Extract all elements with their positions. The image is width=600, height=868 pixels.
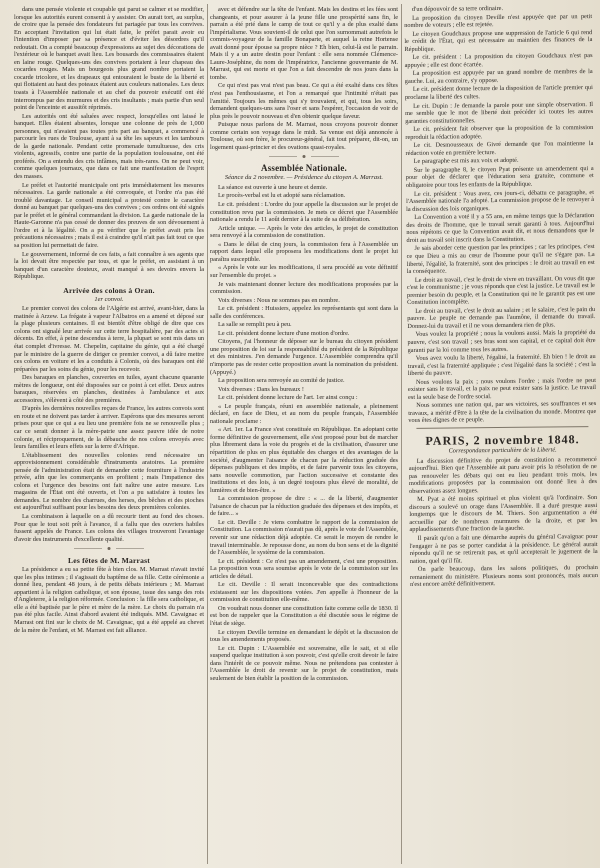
paragraph: Voix diverses : Nous ne sommes pas en nombre. <box>218 296 340 304</box>
paragraph: Le cit. président donne lecture de la disposition de l'article premier qui proclame la liberté des cultes. <box>404 84 593 102</box>
paragraph: On voudrait nous donner une constitution faite comme celle de 1830. Il est bon de rappeler que la Constitution a été discutée sous le régime de l'état de siège. <box>210 604 398 628</box>
ornament-divider-icon <box>74 546 144 551</box>
paragraph: Le cit. président : La proposition du citoyen Goudchaux n'est pas appuyée ; elle est donc écartée. <box>404 52 593 69</box>
paragraph: Puisque nous parlons de M. Marrast, nous croyons pouvoir donner comme certain son voyage dans le midi. Sa venue est déjà annoncée à Toulouse, où son frère, le procureur-général, fait tout préparer, dit-on, un logement quasi-princier et des ovations quasi-royales. <box>210 121 398 151</box>
paragraph: Le procès-verbal est lu et adopté sans réclamation. <box>218 192 346 200</box>
ornament-divider-icon <box>269 154 339 159</box>
paragraph: Le cit. président donne lecture de l'art. 1er ainsi conçu : <box>218 394 358 402</box>
paragraph: Le cit. président : Huissiers, appelez les représentants qui sont dans la salle des conférences. <box>210 305 398 320</box>
article-fetes-marrast <box>14 566 204 634</box>
paragraph: Le cit. président fait observer que la proposition de la commission reproduit la rédaction adoptée. <box>405 124 594 141</box>
paragraph: « Art. 1er. La France s'est constituée en République. En adoptant cette forme définitive de gouvernement, elle s'est proposé pour but de marcher plus librement dans la voie du progrès et de la civilisation, d'assurer une répartition de plus en plus équitable des charges et des avantages de la société, d'augmenter l'aisance de chacun par la réduction graduée des dépenses publiques et des impôts, et de faire parvenir tous les citoyens, sans nouvelle commotion, par l'action successive et constante des institutions et des lois, à un degré toujours plus élevé de moralité, de lumières et de bien-être. » <box>210 426 398 494</box>
paragraph: Article unique. — Après le vote des articles, le projet de constitution sera renvoyé à la commission de constitution. <box>210 224 398 240</box>
paragraph: Je sais aborder cette question par les principes ; car les principes, c'est ce que Dieu a mis au cœur de l'homme pour qu'il ne s'égare pas. La liberté, l'égalité, la fraternité, sont des principes : le droit au travail en est la conséquence. <box>406 243 595 276</box>
column-left <box>14 6 204 864</box>
paragraph: L'établissement des nouvelles colonies rend nécessaire un approvisionnement considérable d'instruments aratoires. La première pensée de l'administration était de demander cette fourniture à l'industrie privée, afin que les commerçants en profitent ; mais l'impatience des colons et l'urgence des besoins ont fait naître une autre mesure. Les magasins de l'État ont été ouverts, et l'on a pu satisfaire à toutes les demandes. Le nombre des charrues, des herses, des bêches et des pioches est aujourd'hui suffisant pour les besoins des deux premières colonies. <box>14 451 204 512</box>
paragraph: « Après le vote sur les modifications, il sera procédé au vote définitif sur l'ensemble du projet. » <box>210 264 398 279</box>
paragraph: La Convention a voté il y a 55 ans, en même temps que la Déclaration des droits de l'homme, que le travail serait garanti à tous. Aujourd'hui nous répétons ce que la Convention avait dit, et nous demandons que le droit au travail soit inscrit dans la Constitution. <box>406 212 595 244</box>
paragraph: D'après les dernières nouvelles reçues de France, les autres convois sont en route et ne doivent pas tarder à arriver. Espérons que des mesures seront prises pour que ce qui a eu lieu une première fois ne se renouvelle plus ; car ce serait donner à la mère-patrie une assez pauvre idée de notre colonie, et réciproquement, de la débauche de nos colons envoyés avec leurs familles et leurs effets sur la terre d'Afrique. <box>14 405 204 451</box>
article-paris-correspondence <box>409 456 598 589</box>
paragraph: Le cit. Deville : Je viens combattre le rapport de la commission de Constitution. La commission n'aurait pas dû, après le vote de l'Assemblée, revenir sur une rédaction déjà adoptée. Ce serait le moyen de rendre le travail interminable. Je repousse donc, au nom du bon sens et de la dignité de l'Assemblée, le système de la commission. <box>210 518 398 557</box>
paragraph: La proposition du citoyen Deville n'est appuyée que par un petit nombre de voteurs ; elle est rejetée. <box>404 12 593 30</box>
paragraph: Le cit. président : L'ordre du jour appelle la discussion sur le projet de constitution revu par la commission. Je mets ce décret que l'Assemblée nationale a rendu le 11 août dernier à la suite de sa délibération. <box>210 201 398 224</box>
article-colons-oran <box>14 305 204 543</box>
article-assemblee-continued <box>404 4 596 425</box>
paragraph: Des baraques en planches, couvertes en tuiles, ayant chacune quarante mètres de longueur, ont été disposées sur ce point à cet effet. Deux autres baraques, réservées en planches, destinées à l'ambulance et aux accessoires, s'élèvent à côté des premières. <box>14 374 204 404</box>
paragraph: La proposition est appuyée par un grand nombre de membres de la gauche. Lui, au contraire, s'y oppose. <box>404 68 593 85</box>
paragraph: Ce qui n'est pas vrai n'est pas beau. Ce qui a été exalté dans ces fêtes n'est pas l'enthousiasme, et l'on a remarqué que l'intimité n'était pas l'amitié. Toujours les mêmes qui s'y trouvaient, et qui, tous les soirs, demandent quelques-uns sans l'oser et sans l'espérer, l'occasion de voir de plus près le pouvoir nouveau et d'en obtenir quelque faveur. <box>210 82 398 120</box>
paragraph: Le droit au travail, c'est le droit de vivre en travaillant. On vous dit que c'est le communisme ; je vous réponds que c'est la justice. Le travail est le premier besoin du peuple, et la Constitution qui ne le garantit pas est une Constitution incomplète. <box>406 274 596 307</box>
section-heading: Assemblée Nationale. <box>261 163 347 174</box>
article-fetes-marrast-continued <box>210 6 398 151</box>
paragraph: Le cit. Dupin : L'Assemblée est souveraine, elle le sait, et si elle suspend quelque institution à son pouvoir, c'est qu'elle croit devoir le faire dans l'intérêt de ce pouvoir même. Nous ne prétendons pas contester à l'Assemblée le droit de revenir sur le projet de constitution, mais seulement de bien établir la position de la commission. <box>210 644 398 682</box>
paragraph: Le cit. Desmousseaux de Givré demande que l'on maintienne la rédaction votée en première lecture. <box>405 140 594 157</box>
paragraph: Le cit. Dupin : Je demande la parole pour une simple observation. Il me semble que le mot de liberté doit précéder ici toutes les autres garanties constitutionnelles. <box>405 100 594 125</box>
paragraph: La combinaison à laquelle on a dû recourir tient au fond des choses. Pour que le tout soit prêt à l'avance, il a fallu que des ouvriers habiles fussent appelés de France. Les colons des villages trouveront l'avantage d'avoir des instruments d'excellente qualité. <box>14 513 204 543</box>
correspondence-subheading: Correspondance particulière de la Liberté. <box>448 446 557 455</box>
section-heading: Arrivée des colons à Oran. <box>63 285 155 295</box>
paragraph: Citoyens, j'ai l'honneur de déposer sur le bureau du citoyen président une proposition de loi sur la responsabilité du président de la République et des ministres. J'en demande l'urgence. L'Assemblée comprendra qu'il n'importe pas de rester cette proposition avant la nomination du président. (Appuyé.) <box>210 338 398 376</box>
paragraph: Je vais maintenant donner lecture des modifications proposées par la commission. <box>210 280 398 296</box>
paragraph: La salle se remplit peu à peu. <box>218 321 292 329</box>
paragraph: Le cit. président donne lecture d'une motion d'ordre. <box>218 329 350 337</box>
paragraph: Le premier convoi des colons de l'Algérie est arrivé, avant-hier, dans la matinée à Arzew. La frégate à vapeur l'Albatros en a amené et déposé sur la plage plusieurs centaines. Il est bientôt d'être obligé de dire que ces colons ont signalé leur arrivée sur cette terre hospitalière, par des actes si décents. En effet, à peine descendus à terre, la plupart se sont mis dans un état complet d'ivresse. M. Chepelin, capitaine du génie, qui a été chargé par le ministre de la guerre de diriger ce premier convoi, a dû faire mettre ces colons en voiture et les a conduits à Colonis, où des baraques ont été préparées par les soins du génie, pour les recevoir. <box>14 305 204 373</box>
article-assemblee-nationale <box>210 184 398 682</box>
column-rule <box>207 4 208 864</box>
paragraph: Le paragraphe est mis aux voix et adopté. <box>413 157 519 166</box>
paragraph: Le cit. président : Ce n'est pas un amendement, c'est une proposition. La proposition vous sera soumise après le vote de la commission sur les articles de détail. <box>210 557 398 580</box>
paragraph: Sur le paragraphe 8, le citoyen Pyat présente un amendement qui a pour objet de déclarer que l'éducation sera gratuite, commune et obligatoire pour tous les enfants de la République. <box>405 164 594 190</box>
paragraph: Le citoyen Goudchaux propose une suppression de l'article 6 qui rend le crédit de l'État, qui est nécessaire au maintien des finances de la République. <box>404 28 593 53</box>
paragraph: Il paraît qu'on a fait une démarche auprès du général Cavaignac pour l'engager à ne pas se porter candidat à la présidence. Le général aurait répondu qu'il ne se retirerait pas, et qu'il accepterait le jugement de la nation, quel qu'il fût. <box>409 533 598 565</box>
section-heading: Les fêtes de M. Marrast <box>68 556 150 566</box>
paragraph: On parle beaucoup, dans les salons politiques, du prochain remaniement du ministère. Plusieurs noms sont prononcés, mais aucun n'est encore arrêté définitivement. <box>409 564 599 589</box>
paragraph: Le gouvernement, informé de ces faits, a fait connaître à ses agents que la loi devait être respectée par tous, et que le préfet, en assistant à un banquet d'un caractère douteux, avait manqué à ses devoirs envers la République. <box>14 250 204 281</box>
paragraph: Nous voulons la paix ; nous voulons l'ordre ; mais l'ordre ne peut exister sans le travail, et la paix ne peut exister sans la justice. Le travail est la seule base de l'ordre social. <box>407 376 597 401</box>
paragraph: Nous sommes une nation qui, par ses victoires, ses souffrances et ses travaux, a mérité d'être à la tête de la civilisation du monde. Montrez que vous êtes dignes de ce peuple. <box>408 400 597 425</box>
column-middle <box>210 6 398 864</box>
paragraph: Vous voulez la propriété ; nous la voulons aussi. Mais la propriété du pauvre, c'est son travail ; ses bras sont son capital, et ce capital doit être garanti par la loi comme tous les autres. <box>407 329 596 354</box>
paragraph: Voix diverses : Dans les bureaux ! <box>218 385 304 393</box>
paragraph: d'un dépouvoir de sa terre ordinaire. <box>411 4 504 13</box>
paragraph: La séance est ouverte à une heure et demie. <box>218 183 328 191</box>
paragraph: avec et défendre sur la tête de l'enfant. Mais les destins et les fées sont changeants, et pour assurer à la jeune fille une prospérité sans fin, le parrain a été prié dans le camp de tout ce qu'il y a de plus exalté dans l'impérialisme. Vous souvient-il de celui que l'on surnommait autrefois le commis-voyageur de la famille Bonaparte, et auquel la reine Hortense avait donné pour épouse sa propre nièce ? Eh bien, celui-là est le parrain. Mais il y a un autre destin pour l'enfant : elle sera nommée Clémence-Laure-Joséphine, du nom de l'impératrice, l'ancienne gouvernante de M. Marrast, qui est morte et que l'on a fait descendre de nos jours dans la tombe. <box>210 6 398 81</box>
paragraph: Les autorités ont été saluées avec respect, lorsqu'elles ont laissé le banquet. Elles étaient absentes, lorsque une colonne de près de 1,000 personnes, qui n'avaient pas toutes pris part au banquet, a commencé à parcourir les rues de Toulouse, ayant à sa tête les sapeurs et les tambours de la garde nationale. Pendant cette promenade tumultueuse, des cris violents, agressifs, contre une partie de la population toulousaine, ont été proférés. On a entendu des cris infâmes, mais très-rares. On ne peut voir, comme quelques journaux, que dans ce fait une manifestation de l'esprit des masses. <box>14 112 204 181</box>
paragraph: La discussion définitive du projet de constitution a recommencé aujourd'hui. Bien que l'Assemblée ait paru avoir pris la résolution de ne pas renouveler les débats qui ont eu lieu pendant trois mois, les modifications proposées par la commission ont donné lieu à des observations assez longues. <box>408 455 598 495</box>
column-rule <box>401 4 402 864</box>
section-subheading: 1er convoi. <box>94 295 124 303</box>
paragraph: La présidence a eu sa petite fête à bien clos. M. Marrast n'avait invité que les plus intimes ; il s'agissait du baptême de sa fille. Cette cérémonie a donné lieu, pendant 48 jours, à de petits débats intérieurs ; M. Marrast appartient à la religion catholique, et son épouse, issue des sangs des rois d'Angleterre, à la religion réformée. Conclusion : la fille sera catholique, et elle a été baptisée par le père et mère de la mère. Le choix du parrain n'a pas été plus facile. Ainsi d'abord avaient été indiqués. MM. Cavaignac et Marrast ont fini sur le choix de M. Cavaignac, qui a été appelé au chevet de la mère de l'enfant, et M. Marrast est fait alliance. <box>14 566 204 634</box>
paragraph: Le préfet et l'autorité municipale ont pris immédiatement les mesures nécessaires. La garde nationale a été convoquée, et l'ordre n'a pas été troublé davantage. Le conseil municipal a protesté contre le caractère donné au banquet par quelques-uns des convives ; ces ordres ont été signés par le préfet et le général commandant la division. La garde nationale de la Haute-Garonne n'a pas cessé de donner des preuves de son dévouement à l'ordre et à la légalité. On a pu vérifier que le préfet avait pris les précautions nécessaires ; mais il est à craindre qu'il n'ait pas fait tout ce que sa position lui permettait de faire. <box>14 181 204 249</box>
paragraph: Vous avez voulu la liberté, l'égalité, la fraternité. Eh bien ! le droit au travail, c'est la fraternité appliquée ; c'est l'égalité dans la société ; c'est la liberté du pauvre. <box>407 353 596 378</box>
paragraph: Le droit au travail, c'est le droit au salaire ; et le salaire, c'est le pain du pauvre. Le peuple ne demande pas l'aumône, il demande du travail. Donnez-lui du travail et il ne vous demandera rien de plus. <box>407 305 596 330</box>
paragraph: M. Pyat a été moins spirituel et plus violent qu'à l'ordinaire. Son discours a soulevé un orage dans l'Assemblée. Il a duré presque aussi longtemps que le discours de M. Thiers. Son argumentation a été accueillie par de nombreux murmures de la droite, et par les applaudissements d'une fraction de la gauche. <box>409 494 598 534</box>
section-subheading: Séance du 2 novembre. — Présidence du citoyen A. Marrast. <box>224 174 384 182</box>
paragraph: Le cit. président : Vous avez, ces jours-ci, débattu ce paragraphe, et l'Assemblée nationale l'a adopté. La commission propose de le renvoyer à la discussion des lois organiques. <box>406 188 595 213</box>
column-right <box>404 4 600 864</box>
section-divider <box>416 426 588 429</box>
paragraph: « Dans le délai de cinq jours, la commission fera à l'Assemblée un rapport dans lequel elle proposera les modifications dont le projet lui paraîtra susceptible. <box>210 240 398 263</box>
paragraph: La commission propose de dire : « ... de la liberté, d'augmenter l'aisance de chacun par la réduction graduée des dépenses et des impôts, et de faire... » <box>210 495 398 518</box>
paragraph: « Le peuple français, réuni en assemblée nationale, a pleinement déclaré, en face de Dieu, et au nom du peuple français, l'Assemblée nationale proclame : <box>210 402 398 425</box>
article-banquet-toulouse <box>14 6 204 281</box>
paragraph: Le citoyen Deville termine en demandant le dépôt et la discussion de tous les amendements proposés. <box>210 628 398 644</box>
dateline-heading: PARIS, 2 novembre 1848. <box>425 432 580 448</box>
paragraph: La proposition sera renvoyée au comité de justice. <box>218 377 345 385</box>
paragraph: Le cit. Deville : Il serait inconcevable que des contradictions existassent sur les dispositions votées. J'en appelle à l'honneur de la commission de constitution elle-même. <box>210 581 398 604</box>
paragraph: dans une pensée violente et coupable qui parut se calmer et se modifier, lorsque les autorités eurent consenti à y assister. On aurait tort, au surplus, de croire que la pensée des fondateurs fut partagée par tous les convives. En acceptant l'invitation qui lui était faite, le préfet parait avoir eu l'intention d'imposer par sa présence et d'éviter les désordres qu'il redoutait. On a compté beaucoup d'expressions au sujet des décorations de l'extérieur où le banquet avait lieu. Les bousards des commissaires étaient en laine rouge. Quelques-uns des convives portaient à leur chapeau des cocardes rouges. Mais un bourgeois plus grand nombre portaient la cocarde tricolore, et les drapeaux qui entouraient le buste de la liberté et qui flottaient au haut des poteaux étaient aux couleurs nationales. Les deux toasts à l'Assemblée nationale et au chef du pouvoir exécutif ont été interrompus par des murmures et des cris insultants ; mais partie d'un seul point de l'enceinte et aussitôt réprimés. <box>14 6 204 112</box>
